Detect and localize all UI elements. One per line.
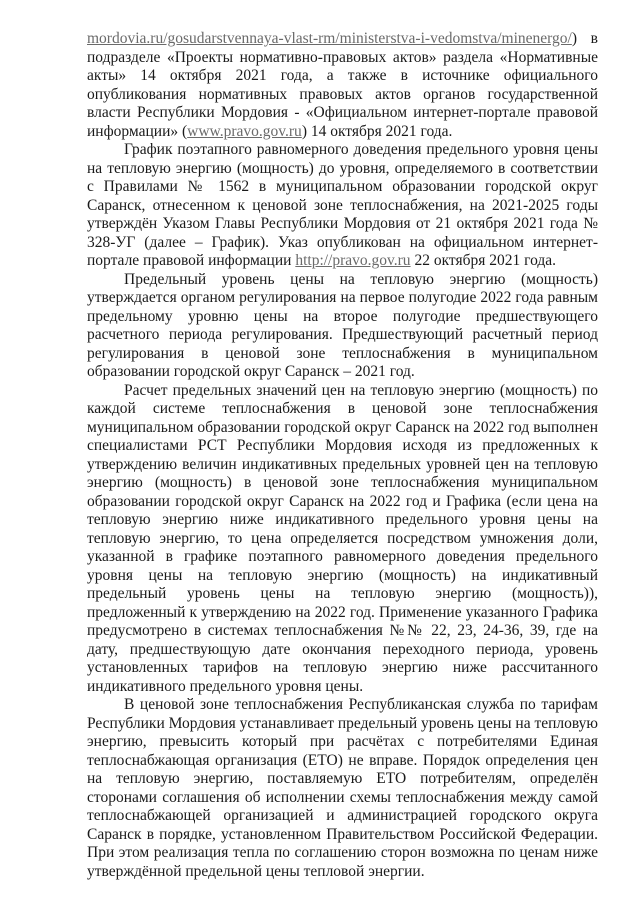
paragraph-2 [87,141,598,271]
paragraph-5 [87,696,598,881]
link-pravo-gov-http[interactable]: http://pravo.gov.ru [295,252,411,269]
link-minenergo[interactable]: mordovia.ru/gosudarstvennaya-vlast-rm/ministerstva-i-vedomstva/minenergo/ [87,30,572,47]
paragraph-text: ) 14 октября 2021 года. [301,122,453,140]
paragraph-text: ) в подразделе «Проекты нормативно-правовых актов» раздела «Нормативные акты» 14 октября 2021 года, а также в источнике официального опубликования нормативных правовых актов органов государственной власти Республики Мордовия - «Официальном интернет-портале правовой информации» ( [87,30,598,140]
paragraph-text: 22 октября 2021 года. [410,252,557,269]
link-pravo-gov[interactable]: www.pravo.gov.ru [187,122,302,140]
paragraph-text: Предельный уровень цены на тепловую энергию (мощность) утверждается органом регулирования на первое полугодие 2022 года равным предельному уровню цены на второе полугодие предшествующего расчетного периода регулирования. Предшествующий расчетный период регулирования в ценовой зоне теплоснабжения в муниципальном образовании городской округ Саранск – 2021 год. [87,270,598,380]
paragraph-4 [87,382,598,697]
paragraph-text: В ценовой зоне теплоснабжения Республиканская служба по тарифам Республики Мордовия устанавливает предельный уровень цены на тепловую энергию, превысить который при расчётах с потребителями Единая теплоснабжающая организация (ЕТО) не вправе. Порядок определения цен на тепловую энергию, поставляемую ЕТО потребителям, определён сторонами соглашения об исполнении схемы теплоснабжения между самой теплоснабжающей организацией и администрацией городского округа Саранск в порядке, установленном Правительством Российской Федерации. При этом реализация тепла по соглашению сторон возможна по ценам ниже утверждённой предельной цены тепловой энергии. [87,696,599,880]
paragraph-3 [87,271,598,382]
paragraph-text: Расчет предельных значений цен на тепловую энергию (мощность) по каждой системе теплоснабжения в ценовой зоне теплоснабжения муниципальном образовании городской округ Саранск на 2022 год выполнен специалистами РСТ Республики Мордовия исходя из предложенных к утверждению величин индикативных предельных уровней цен на тепловую энергию (мощность) в ценовой зоне теплоснабжения муниципальном образовании городской округ Саранск на 2022 год и Графика (если цена на тепловую энергию ниже индикативного предельного уровня цены на тепловую энергию, то цена определяется посредством умножения доли, указанной в графике поэтапного равномерного доведения предельного уровня цены на тепловую энергию (мощность) на индикативный предельный уровень цены на тепловую энергию (мощность)), предложенный к утверждению на 2022 год. Применение указанного Графика предусмотрено в системах теплоснабжения №№ 22, 23, 24-36, 39, где на дату, предшествующую дате окончания переходного периода, уровень установленных тарифов на тепловую энергию ниже рассчитанного индикативного предельного уровня цены. [87,381,598,695]
paragraph-text: График поэтапного равномерного доведения предельного уровня цены на тепловую энергию (мощность) до уровня, определяемого в соответствии с Правилами № 1562 в муниципальном образовании городской округ Саранск, отнесенном к ценовой зоне теплоснабжения, на 2021-2025 годы утверждён Указом Главы Республики Мордовия от 21 октября 2021 года № 328-УГ (далее – График). Указ опубликован на официальном интернет-портале правовой информации [87,141,598,269]
paragraph-1 [87,30,598,141]
